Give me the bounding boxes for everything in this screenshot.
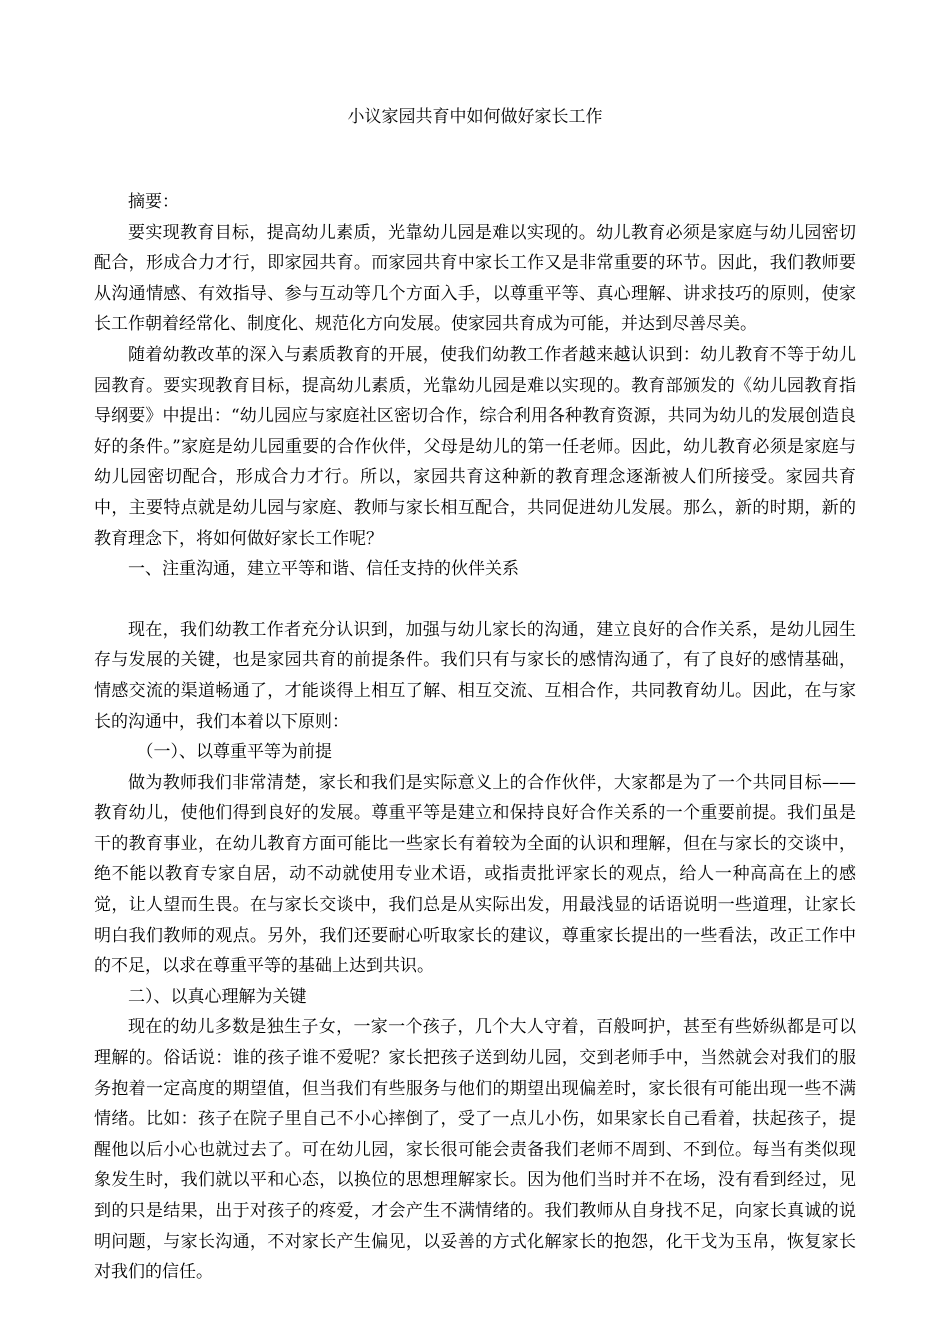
section-gap (94, 585, 856, 615)
document-title: 小议家园共育中如何做好家长工作 (347, 107, 603, 127)
document-body (94, 187, 856, 1288)
subsection-heading-2: 二）、以真心理解为关键 (128, 986, 307, 1007)
subsection-1-text: 做为教师我们非常清楚，家长和我们是实际意义上的合作伙伴，大家都是为了一个共同目标——教育幼儿，使他们得到良好的发展。尊重平等是建立和保持良好合作关系的一个重要前提。我们虽是干的教育事业，在幼儿教育方面可能比一些家长有着较为全面的认识和理解，但在与家长的交谈中，绝不能以教育专家自居，动不动就使用专业术语，或指责批评家长的观点，给人一种高高在上的感觉，让人望而生畏。在与家长交谈中，我们总是从实际出发，用最浅显的话语说明一些道理，让家长明白我们教师的观点。另外，我们还要耐心听取家长的建议，尊重家长提出的一些看法，改正工作中的不足，以求在尊重平等的基础上达到共识。 (94, 772, 856, 977)
abstract-paragraph: 要实现教育目标，提高幼儿素质，光靠幼儿园是难以实现的。幼儿教育必须是家庭与幼儿园密切配合，形成合力才行，即家园共育。而家园共育中家长工作又是非常重要的环节。因此，我们教师要从沟通情感、有效指导、参与互动等几个方面入手，以尊重平等、真心理解、讲求技巧的原则，使家长工作朝着经常化、制度化、规范化方向发展。使家园共育成为可能，并达到尽善尽美。 (94, 222, 856, 335)
section-1-intro: 现在，我们幼教工作者充分认识到，加强与幼儿家长的沟通，建立良好的合作关系，是幼儿园生存与发展的关键，也是家园共育的前提条件。我们只有与家长的感情沟通了，有了良好的感情基础，情感交流的渠道畅通了，才能谈得上相互了解、相互交流、互相合作，共同教育幼儿。因此，在与家长的沟通中，我们本着以下原则： (94, 619, 856, 732)
subsection-2-text: 现在的幼儿多数是独生子女，一家一个孩子，几个大人守着，百般呵护，甚至有些娇纵都是可以理解的。俗话说：谁的孩子谁不爱呢？家长把孩子送到幼儿园，交到老师手中，当然就会对我们的服务抱着一定高度的期望值，但当我们有些服务与他们的期望出现偏差时，家长很有可能出现一些不满情绪。比如：孩子在院子里自己不小心摔倒了，受了一点儿小伤，如果家长自己看着，扶起孩子，提醒他以后小心也就过去了。可在幼儿园，家长很可能会责备我们老师不周到、不到位。每当有类似现象发生时，我们就以平和心态，以换位的思想理解家长。因为他们当时并不在场，没有看到经过，见到的只是结果，出于对孩子的疼爱，才会产生不满情绪的。我们教师从自身找不足，向家长真诚的说明问题，与家长沟通，不对家长产生偏见，以妥善的方式化解家长的抱怨，化干戈为玉帛，恢复家长对我们的信任。 (94, 1017, 856, 1283)
section-heading-1: 一、注重沟通，建立平等和谐、信任支持的伙伴关系 (128, 559, 519, 580)
intro-paragraph: 随着幼教改革的深入与素质教育的开展，使我们幼教工作者越来越认识到：幼儿教育不等于幼儿园教育。要实现教育目标，提高幼儿素质，光靠幼儿园是难以实现的。教育部颁发的《幼儿园教育指导纲要》中提出：“幼儿园应与家庭社区密切合作，综合利用各种教育资源，共同为幼儿的发展创造良好的条件。”家庭是幼儿园重要的合作伙伴，父母是幼儿的第一任老师。因此，幼儿教育必须是家庭与幼儿园密切配合，形成合力才行。所以，家园共育这种新的教育理念逐渐被人们所接受。家园共育中，主要特点就是幼儿园与家庭、教师与家长相互配合，共同促进幼儿发展。那么，新的时期，新的教育理念下，将如何做好家长工作呢？ (94, 344, 856, 549)
subsection-heading-1: （一）、以尊重平等为前提 (136, 742, 332, 763)
abstract-label: 摘要： (128, 192, 179, 212)
